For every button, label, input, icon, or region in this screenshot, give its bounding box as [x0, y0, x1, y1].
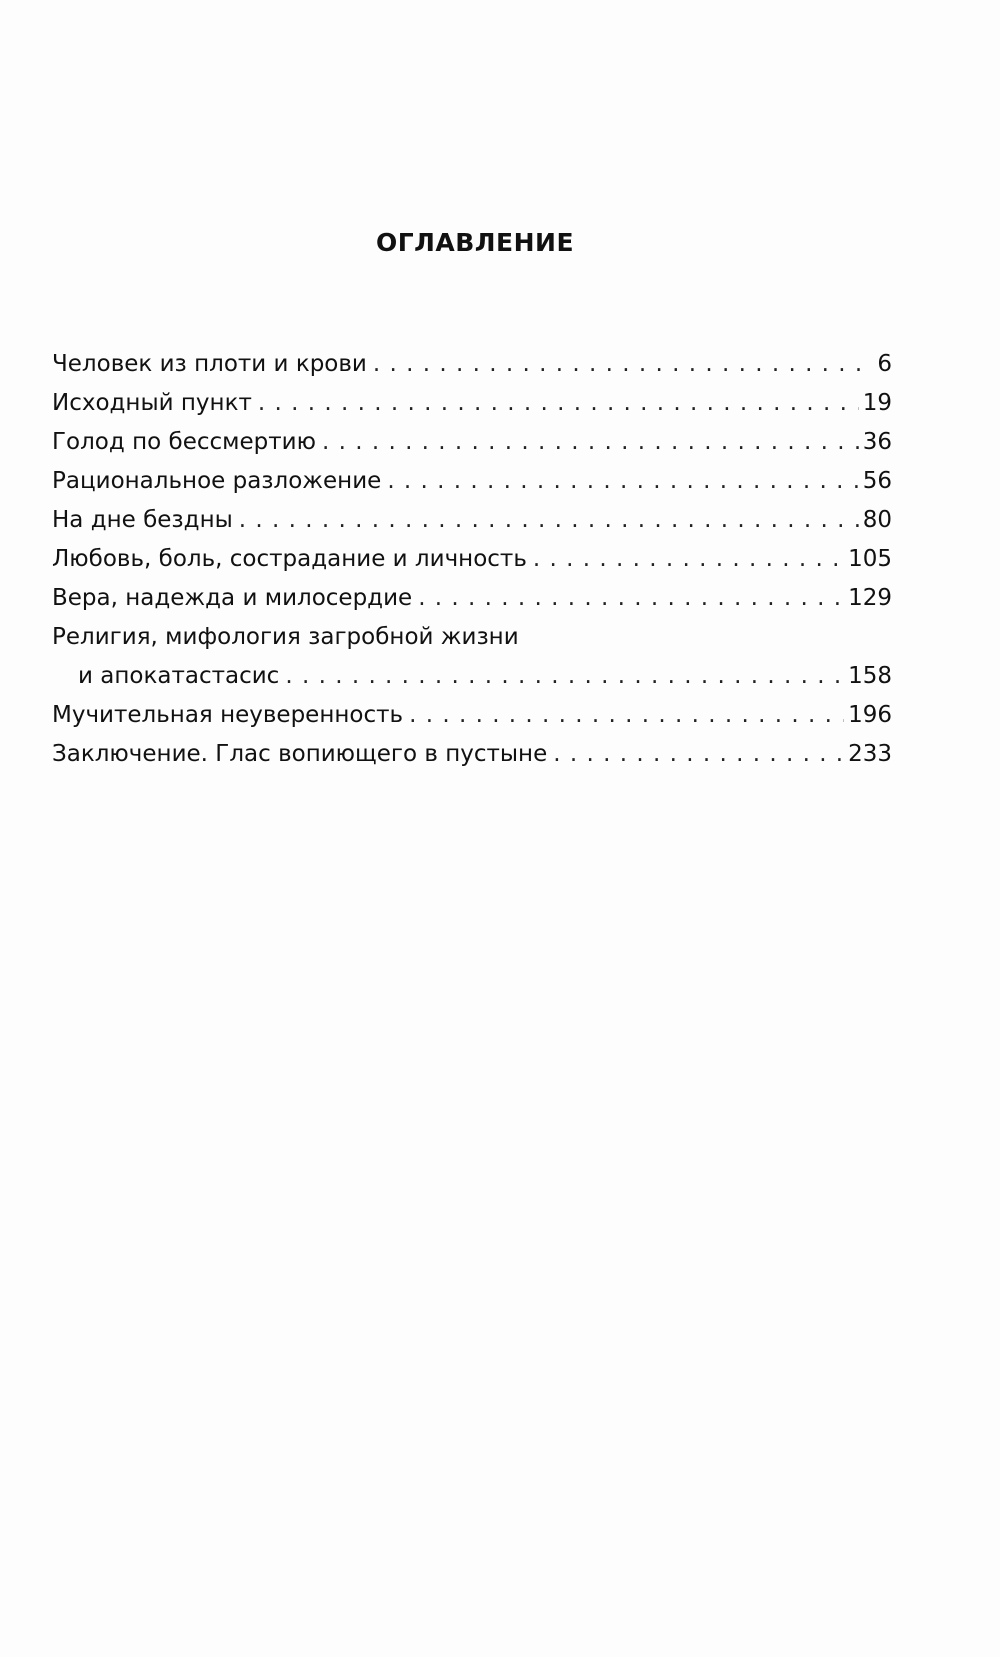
toc-page-number: 80	[862, 507, 892, 533]
page-title: ОГЛАВЛЕНИЕ	[375, 228, 575, 257]
toc-entry-title: Голод по бессмертию	[52, 429, 316, 455]
toc-dot-leader	[322, 423, 859, 462]
toc-page-number: 105	[848, 546, 892, 572]
toc-entry[interactable]	[52, 345, 892, 384]
toc-entry-title: Религия, мифология загробной жизни	[52, 624, 519, 650]
toc-dot-leader	[239, 501, 859, 540]
toc-dot-leader	[387, 462, 858, 501]
toc-entry[interactable]	[52, 501, 892, 540]
toc-page-number: 56	[862, 468, 892, 494]
toc-entry-title: Мучительная неуверенность	[52, 702, 404, 728]
toc-page-number: 129	[848, 585, 892, 611]
toc-page-number: 19	[862, 390, 892, 416]
table-of-contents	[52, 345, 892, 774]
toc-entry-title: Человек из плоти и крови	[52, 351, 367, 377]
toc-entry[interactable]	[52, 579, 892, 618]
toc-entry-title: Заключение. Глас вопиющего в пустыне	[52, 741, 548, 767]
toc-dot-leader	[373, 345, 873, 384]
toc-dot-leader	[533, 540, 844, 579]
toc-entry[interactable]	[52, 462, 892, 501]
toc-entry-title: На дне бездны	[52, 507, 233, 533]
toc-dot-leader	[553, 735, 844, 774]
toc-page-number: 196	[848, 702, 892, 728]
toc-entry[interactable]	[52, 540, 892, 579]
toc-dot-leader	[418, 579, 844, 618]
toc-entry[interactable]	[52, 423, 892, 462]
toc-entry[interactable]	[52, 696, 892, 735]
toc-entry-title: Исходный пункт	[52, 390, 252, 416]
toc-page-number: 6	[877, 351, 892, 377]
toc-entry[interactable]	[52, 618, 892, 696]
toc-dot-leader	[258, 384, 859, 423]
toc-entry[interactable]	[52, 735, 892, 774]
toc-dot-leader	[409, 696, 844, 735]
toc-dot-leader	[285, 657, 844, 696]
toc-entry[interactable]	[52, 384, 892, 423]
toc-page-number: 233	[848, 741, 892, 767]
toc-entry-title-continued: и апокатастасис	[78, 663, 280, 689]
toc-page-number: 158	[848, 663, 892, 689]
toc-page-number: 36	[862, 429, 892, 455]
toc-entry-title: Вера, надежда и милосердие	[52, 585, 413, 611]
toc-entry-title: Любовь, боль, сострадание и личность	[52, 546, 527, 572]
toc-entry-title: Рациональное разложение	[52, 468, 382, 494]
